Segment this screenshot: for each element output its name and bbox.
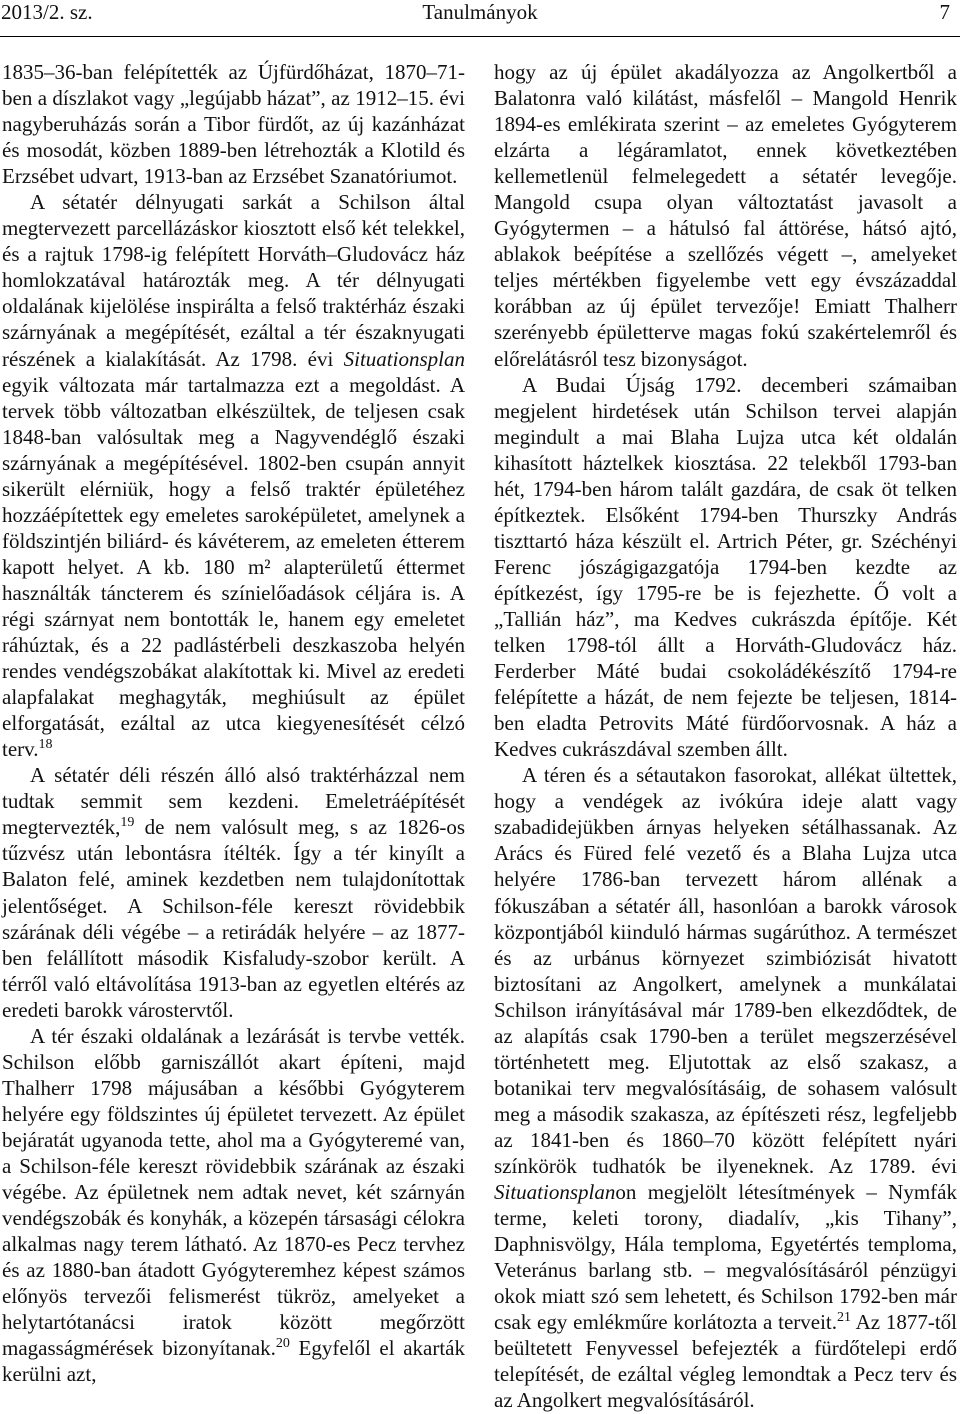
paragraph-text: hogy az új épület akadályozza az Angolkertből a Balatonra való kilátást, másfelől – Mangold Henrik 1894-es emlékirata szerint – az emeletes Gyógyterem elzárta a légáramlatot, ennek következtében kellemetlenül felmelegedett a sétatér levegője. Mangold csupa olyan változtatást javasolt a Gyógytermen – a hátulsó fal áttörése, hátsó ajtó, ablakok beépítése a szellőzés végett –, amelyeket teljes mértékben figyelembe vett egy évszázaddal korábban az új épület tervezője! Emiatt Thalherr szerényebb épületterve magas fokú szakértelemről és előrelátásról tesz bizonyságot. — [494, 60, 957, 371]
paragraph-text: A téren és a sétautakon fasorokat, allékat ültettek, hogy a vendégek az ivókúra ideje alatt vagy szabadidejükben árnyas helyeken sétálhassanak. Az Arács és Füred felé vezető és a Blaha Lujza utca helyére 1786-ban tervezett három allénak a fókuszában a sétatér áll, hasonlóan a barokk városok központjából kiinduló hármas sugárúthoz. A természet és az urbánus környezet szimbiózisát hivatott biztosítani az Angolkert, amelynek a munkálatai Schilson irányításával már 1789-ben elkezdődtek, de az alapítás csak 1790-ben a terület megszerzésével történhetett meg. Eljutottak az első szakasz, a botanikai terv megvalósításáig, de sohasem valósult meg a második szakasza, az építészeti rész, legfeljebb az 1841-ben és 1860–70 között felépített nyári színkörök tudhatók be ilyeneknek. Az 1789. évi — [494, 763, 957, 1178]
paragraph-text: Az 1877-től beültetett Fenyvessel befejezték a fürdőtelepi erdő telepítését, de ezáltal végleg lemondtak a Pecz terv és az Angolkert megvalósításáról. — [494, 1310, 958, 1413]
section-title: Tanulmányok — [422, 0, 538, 24]
paragraph-text: egyik változata már tartalmazza ezt a megoldást. A tervek több változatban elkészültek, de teljesen csak 1848-ban valósultak meg a Nagyvendéglő északi szárnyának a megépítésével. 1802-ben csupán annyit sikerült elérniük, hogy a felső traktér épületéhez hozzáépítettek egy emeletes saroképületet, amelynek a földszintjén biliárd- és kávéterem, az emeleten étterem kapott helyet. A kb. 180 m² alapterületű éttermet használták táncterem és színielőadások céljára is. A régi szárnyat nem bontották le, hanem egy emeletet ráhúztak, és a 22 padlástérbeli deszkaszoba helyén rendes vendégszobákat alakítottak ki. Mivel az eredeti alapfalakat meghagyták, meghiúsult az épület elforgatását, ezáltal az utca kiegyenesítését célzó terv. — [2, 372, 465, 762]
paragraph — [494, 762, 957, 1413]
header-rule — [0, 36, 960, 37]
footnote-marker: 20 — [275, 1336, 290, 1352]
paragraph-text: A tér északi oldalának a lezárását is tervbe vették. Schilson előbb garniszállót akart építeni, majd Thalherr 1798 májusában a későbbi Gyógyterem helyére egy földszintes új épületet tervezett. Az épület bejáratát ugyanoda tette, ahol ma a Gyógyteremé van, a Schilson-féle kereszt rövidebbik szárának az északi végébe. Az épületnek nem adtak nevet, két szárnyán vendégszobák és konyhák, a közepén társasági célokra alkalmas nagy terem látható. Az 1870-es Pecz tervhez és az 1880-ban átadott Gyógyteremhez képest számos előnyös tervezői felismerést tükröz, amelyeket a helytartótanácsi iratok között megőrzött magasságmérések bizonyítanak. — [2, 1023, 465, 1361]
paragraph-text: Egyfelől el akarták kerülni azt, — [2, 1336, 465, 1387]
paragraph-text: A sétatér déli részén álló alsó traktérházzal nem tudtak semmit sem kezdeni. Emeletráépítését megtervezték, — [2, 763, 465, 840]
paragraph — [494, 372, 957, 763]
footnote-marker: 21 — [837, 1310, 852, 1326]
issue-label: 2013/2. sz. — [1, 0, 93, 24]
footnote-marker: 18 — [38, 737, 53, 753]
paragraph-text: A Budai Újság 1792. decemberi számaiban megjelent hirdetések után Schilson tervei alapján megindult a mai Blaha Lujza utca két oldalán kihasított háztelkek kiosztása. 22 telekből 1793-ban hét, 1794-ben három talált gazdára, de csak öt telken építkeztek. Elsőként 1794-ben Thurszky András tiszttartó háza készült el. Artrich Péter, gr. Széchényi Ferenc jószágigazgatója 1794-ben kezdte az építkezést, így 1795-re be is fejezhette. Ő volt a „Tallián ház”, ma Kedves cukrászda építője. Két telken 1798-tól állt a Horváth-Gludovácz ház. Ferderber Máté budai csokoládékészítő 1794-re felépítette a házát, de nem fejezte be teljesen, 1814-ben eladta Petrovits Máté fürdőorvosnak. A ház a Kedves cukrászdával szemben állt. — [494, 372, 957, 762]
paragraph-text: 1835–36-ban felépítették az Újfürdőházat, 1870–71-ben a díszlakot vagy „legújabb házat”, az 1912–15. évi nagyberuházás során a Tibor fürdőt, az új kazánházat és mosodát, közben 1889-ben létrehozták a Klotild és Erzsébet udvart, 1913-ban az Erzsébet Szanatóriumot. — [2, 60, 465, 189]
italic-term: Situationsplan — [343, 346, 465, 371]
footnote-marker: 19 — [120, 815, 135, 831]
paragraph — [2, 189, 465, 762]
left-column — [2, 59, 465, 1387]
paragraph — [494, 59, 957, 372]
paragraph — [2, 1023, 465, 1388]
running-header — [0, 0, 960, 48]
italic-term: Situations — [494, 1180, 579, 1205]
paragraph-text: de nem valósult meg, s az 1826-os tűzvész után lebontásra ítélték. Így a tér kinyílt a Balaton felé, aminek kezdetben nem tulajdonítottak jelentőséget. A Schilson-féle kereszt rövidebbik szárának déli végébe – a retirádák helyére – az 1877-ben felállított második Kisfaludy-szobor került. A térről való eltávolítása 1913-ban az egyetlen eltérés az eredeti barokk várostervtől. — [2, 815, 465, 1022]
paragraph-text: on megjelölt létesítmények – Nymfák terme, keleti torony, diadalív, „kis Tihany”, Daphnisvölgy, Hála temploma, Egyetértés temploma, Veteránus barlang stb. – megvalósításáról pénzügyi okok miatt szó sem lehetett, és Schilson 1792-ben már csak egy emlékműre korlátozta a terveit. — [494, 1180, 957, 1335]
paragraph-text: A sétatér délnyugati sarkát a Schilson által megtervezett parcellázáskor kiosztott első két telekkel, és a rajtuk 1798-ig felépített Horváth–Gludovácz ház homlokzatával határozták meg. A tér délnyugati oldalának kijelölése inspirálta a felső traktérház északi szárnyának a megépítését, ezáltal a tér északnyugati részének a kialakítását. Az 1798. évi — [2, 190, 465, 371]
italic-term: plan — [578, 1180, 616, 1205]
paragraph — [2, 762, 465, 1022]
page-number: 7 — [939, 0, 950, 24]
right-column — [494, 59, 957, 1413]
paragraph — [2, 59, 465, 189]
